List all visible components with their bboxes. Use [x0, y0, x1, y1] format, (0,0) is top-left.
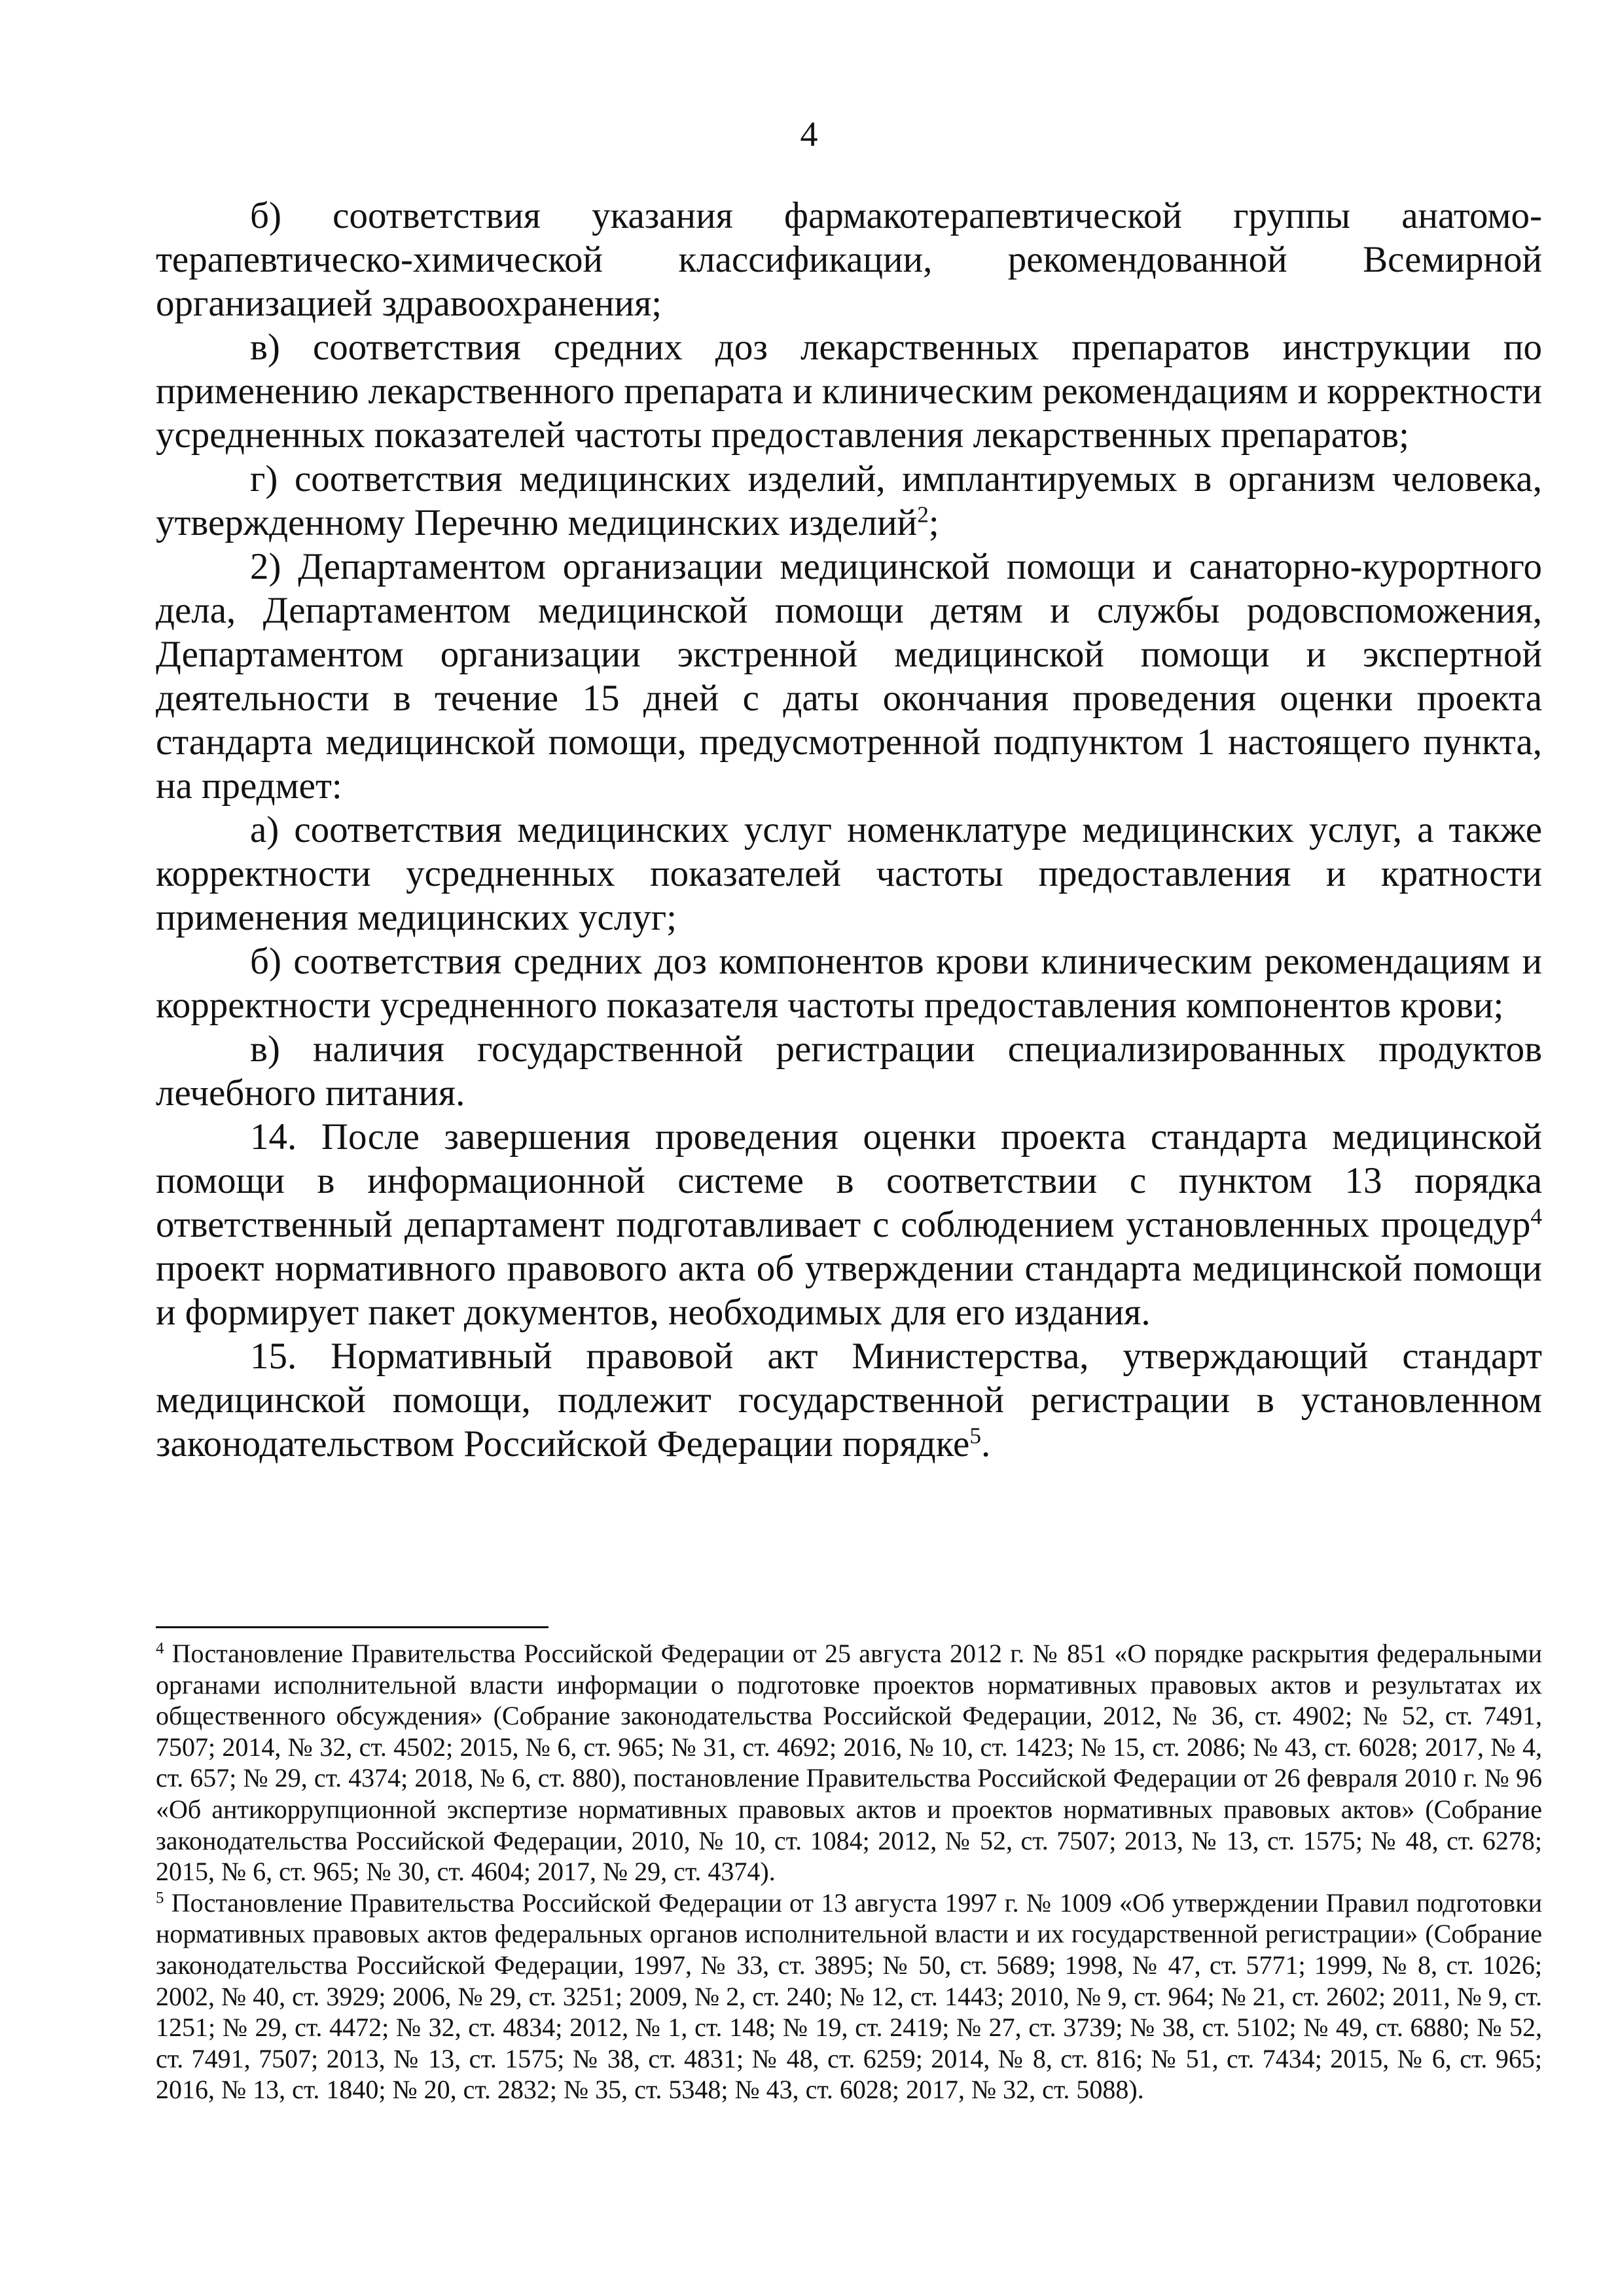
paragraph-text: а) соответствия медицинских услуг номенклатуре медицинских услуг, а также корректности усредненных показателей частоты предоставления и кратности применения медицинских услуг; [156, 809, 1542, 938]
footnote-4 [156, 1638, 1542, 1887]
paragraph-text: в) наличия государственной регистрации специализированных продуктов лечебного питания. [156, 1029, 1542, 1114]
paragraph-point-15 [156, 1334, 1542, 1466]
paragraph-item-a-medical-services [156, 808, 1542, 939]
paragraph-item-v-clinical-nutrition [156, 1027, 1542, 1115]
paragraph-text: в) соответствия средних доз лекарственных препаратов инструкции по применению лекарственного препарата и клиническим рекомендациям и корректности усредненных показателей частоты предоставления лекарственных препаратов; [156, 327, 1542, 456]
footnote-mark: 4 [156, 1639, 164, 1658]
paragraph-text: 14. После завершения проведения оценки проекта стандарта медицинской помощи в информационной системе в соответствии с пунктом 13 порядка ответственный департамент подготавливает с соблюдением установленных процедур [156, 1116, 1542, 1245]
paragraph-text: 2) Департаментом организации медицинской помощи и санаторно-курортного дела, Департаментом медицинской помощи детям и службы родовспоможения, Департаментом организации экстренной медицинской помощи и экспертной деятельности в течение 15 дней с даты окончания проведения оценки проекта стандарта медицинской помощи, предусмотренной подпунктом 1 настоящего пункта, на предмет: [156, 546, 1542, 807]
footnote-text: Постановление Правительства Российской Федерации от 25 августа 2012 г. № 851 «О порядке раскрытия федеральными органами исполнительной власти информации о подготовке проектов нормативных правовых актов и результатах их общественного обсуждения» (Собрание законодательства Российской Федерации, 2012, № 36, ст. 4902; № 52, ст. 7491, 7507; 2014, № 32, ст. 4502; 2015, № 6, ст. 965; № 31, ст. 4692; 2016, № 10, ст. 1423; № 15, ст. 2086; № 43, ст. 6028; 2017, № 4, ст. 657; № 29, ст. 4374; 2018, № 6, ст. 880), постановление Правительства Российской Федерации от 26 февраля 2010 г. № 96 «Об антикоррупционной экспертизе нормативных правовых актов и проектов нормативных правовых актов» (Собрание законодательства Российской Федерации, 2010, № 10, ст. 1084; 2012, № 52, ст. 7507; 2013, № 13, ст. 1575; № 48, ст. 6278; 2015, № 6, ст. 965; № 30, ст. 4604; 2017, № 29, ст. 4374). [156, 1639, 1542, 1887]
paragraph-tail: проект нормативного правового акта об утверждении стандарта медицинской помощи и формирует пакет документов, необходимых для его издания. [156, 1248, 1542, 1333]
paragraph-item-b-pharmacotherapeutic-group [156, 194, 1542, 325]
footnote-mark: 5 [156, 1889, 164, 1907]
page-number: 4 [800, 115, 818, 154]
paragraph-item-v-average-doses [156, 325, 1542, 457]
footnotes [156, 1638, 1542, 2105]
paragraph-text: б) соответствия указания фармакотерапевтической группы анатомо-терапевтическо-химической классификации, рекомендованной Всемирной организацией здравоохранения; [156, 195, 1542, 324]
footnote-reference-2: 2 [917, 501, 929, 528]
paragraph-tail: . [980, 1423, 991, 1465]
paragraph-text: 15. Нормативный правовой акт Министерства, утверждающий стандарт медицинской помощи, подлежит государственной регистрации в установленном законодательством Российской Федерации порядке [156, 1336, 1542, 1465]
document-body [156, 194, 1542, 1466]
paragraph-text: б) соответствия средних доз компонентов крови клиническим рекомендациям и корректности усредненного показателя частоты предоставления компонентов крови; [156, 941, 1542, 1026]
footnote-reference-5: 5 [969, 1423, 981, 1449]
paragraph-tail: ; [928, 502, 939, 543]
footnote-reference-4: 4 [1530, 1203, 1542, 1230]
paragraph-item-b-blood-components [156, 939, 1542, 1027]
paragraph-item-2-departments [156, 545, 1542, 808]
paragraph-text: г) соответствия медицинских изделий, имплантируемых в организм человека, утвержденному Перечню медицинских изделий [156, 458, 1542, 543]
paragraph-item-g-medical-devices [156, 457, 1542, 545]
footnote-text: Постановление Правительства Российской Федерации от 13 августа 1997 г. № 1009 «Об утверждении Правил подготовки нормативных правовых актов федеральных органов исполнительной власти и их государственной регистрации» (Собрание законодательства Российской Федерации, 1997, № 33, ст. 3895; № 50, ст. 5689; 1998, № 47, ст. 5771; 1999, № 8, ст. 1026; 2002, № 40, ст. 3929; 2006, № 29, ст. 3251; 2009, № 2, ст. 240; № 12, ст. 1443; 2010, № 9, ст. 964; № 21, ст. 2602; 2011, № 9, ст. 1251; № 29, ст. 4472; № 32, ст. 4834; 2012, № 1, ст. 148; № 19, ст. 2419; № 27, ст. 3739; № 38, ст. 5102; № 49, ст. 6880; № 52, ст. 7491, 7507; 2013, № 13, ст. 1575; № 38, ст. 4831; № 48, ст. 6259; 2014, № 8, ст. 816; № 51, ст. 7434; 2015, № 6, ст. 965; 2016, № 13, ст. 1840; № 20, ст. 2832; № 35, ст. 5348; № 43, ст. 6028; 2017, № 32, ст. 5088). [156, 1887, 1542, 2105]
paragraph-point-14 [156, 1115, 1542, 1334]
footnote-separator [156, 1626, 548, 1628]
footnote-5 [156, 1887, 1542, 2105]
